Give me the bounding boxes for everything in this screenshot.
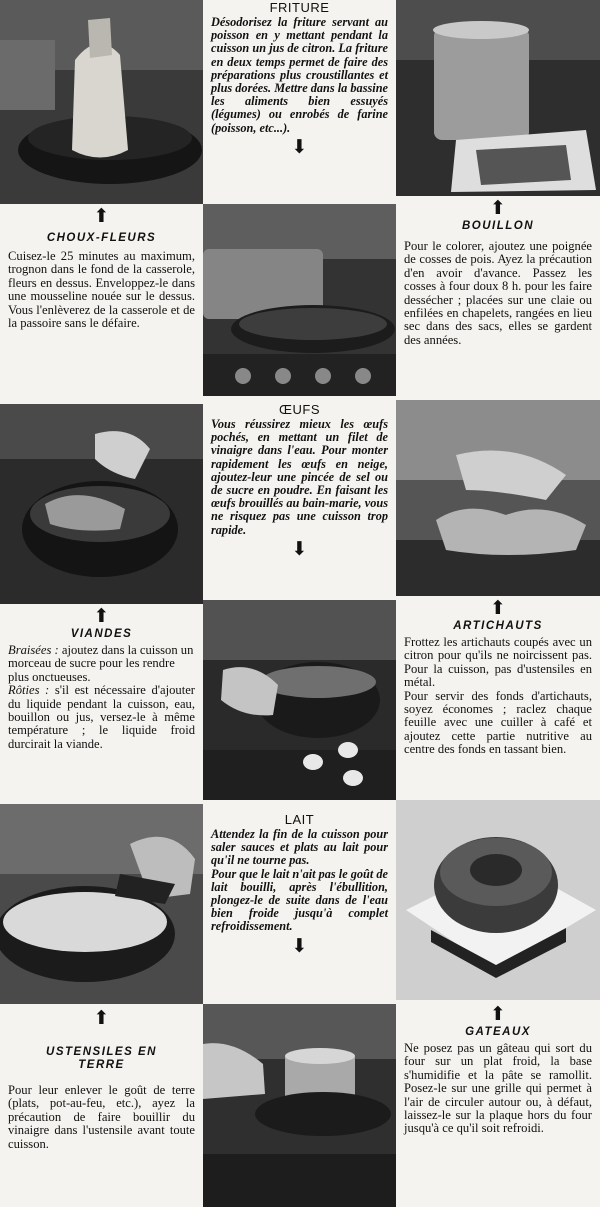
lait-section bbox=[203, 800, 396, 1004]
photo-milk-pot-and-eggs bbox=[203, 600, 396, 800]
oeufs-title: ŒUFS bbox=[279, 402, 320, 417]
lait-text-2: Pour que le lait n'ait pas le goût de lait bouilli, après l'ébullition, plongez-le de suite dans de l'eau bien froide jusqu'à complet refroidissement. bbox=[211, 866, 388, 934]
viandes-title: VIANDES bbox=[70, 628, 133, 640]
photo-cauliflower-pot bbox=[0, 0, 203, 204]
ustensiles-section bbox=[0, 1004, 203, 1207]
arrow-up-icon: ⬆ bbox=[93, 205, 110, 227]
bouillon-section bbox=[396, 196, 600, 400]
arrow-down-icon: ⬇ bbox=[291, 934, 308, 957]
arrow-down-icon: ⬇ bbox=[291, 537, 308, 560]
roties-text: s'il est nécessaire d'ajouter du liquide pendant la cuisson, eau, bouillon ou jus, versez-le à même température ; le liquide froid durcirait la viande. bbox=[8, 683, 195, 751]
artichauts-section bbox=[396, 596, 600, 800]
photo-meat-casserole bbox=[0, 404, 203, 604]
artichauts-text-2: Pour servir des fonds d'artichauts, soyez économes ; raclez chaque feuille avec une cuiller à café et ajoutez cette partie nutritive au centre des fonds en tassant bien. bbox=[404, 688, 592, 757]
photo-saucepan-stove bbox=[203, 1004, 396, 1207]
artichauts-text-1: Frottez les artichauts coupés avec un citron pour qu'ils ne noircissent pas. Pour la cuisson, pas d'ustensiles en métal. bbox=[404, 635, 592, 690]
choux-fleurs-section bbox=[0, 204, 203, 404]
ustensiles-title: USTENSILES EN TERRE bbox=[46, 1046, 157, 1071]
arrow-up-icon: ⬆ bbox=[490, 1003, 506, 1025]
arrow-up-icon: ⬆ bbox=[93, 1007, 110, 1029]
friture-title: FRITURE bbox=[269, 0, 330, 15]
bouillon-title: BOUILLON bbox=[461, 220, 535, 232]
lait-text-1: Attendez la fin de la cuisson pour saler sauces et plats au lait pour qu'il ne tourne pas. bbox=[211, 827, 388, 868]
viandes-braisees bbox=[8, 644, 195, 684]
oeufs-text: Vous réussirez mieux les œufs pochés, en mettant un filet de vinaigre dans l'eau. Pour monter rapidement les œufs en neige, ajoutez-leur une pincée de sel ou de sucre en poudre. En faisant les œufs brouillés au bain-marie, vous ne risquez pas une cuisson trop rapide. bbox=[211, 417, 388, 537]
ustensiles-text: Pour leur enlever le goût de terre (plats, pot-au-feu, etc.), ayez la précaution de faire bouillir du vinaigre dans l'ustensile avant toute cuisson. bbox=[8, 1083, 195, 1151]
arrow-up-icon: ⬆ bbox=[490, 597, 506, 619]
lait-title: LAIT bbox=[284, 812, 315, 827]
friture-text: Désodorisez la friture servant au poisson en y mettant pendant la cuisson un jus de citron. La friture en deux temps permet de faire des préparations plus croustillantes et plus dorées. Mettre dans la bassine les aliments bien essuyés (légumes) ou enrobés de farine (poisson, etc...). bbox=[211, 15, 388, 135]
choux-fleurs-title: CHOUX-FLEURS bbox=[46, 232, 157, 244]
photo-frying-pan bbox=[203, 204, 396, 396]
gateaux-text: Ne posez pas un gâteau qui sort du four sur un plat froid, la base s'humidifie et la pâte se ramollit. Posez-le sur une grille qui permet à l'air de circuler autour ou, à défaut, laissez-le sur la plaque hors du four jusqu'à ce qu'il soit refroidi. bbox=[404, 1041, 592, 1136]
artichauts-title: ARTICHAUTS bbox=[453, 620, 543, 632]
photo-cake-on-grill bbox=[396, 800, 600, 1000]
arrow-down-icon: ⬇ bbox=[291, 135, 308, 158]
photo-earthenware-dish bbox=[0, 804, 203, 1004]
viandes-roties bbox=[8, 684, 195, 751]
photo-artichokes bbox=[396, 400, 600, 596]
braisees-text: ajoutez dans la cuisson un morceau de sucre pour les rendre plus onctueuses. bbox=[8, 643, 194, 684]
arrow-up-icon: ⬆ bbox=[93, 605, 110, 627]
viandes-section bbox=[0, 604, 203, 804]
friture-section bbox=[203, 0, 396, 204]
choux-fleurs-text: Cuisez-le 25 minutes au maximum, trognon dans le fond de la casserole, fleurs en dessus. Enveloppez-le dans une mousseline nouée sur le dessus. Vous l'enlèverez de la casserole et de la passoire sans le défaire. bbox=[8, 249, 195, 331]
braisees-label: Braisées : bbox=[8, 643, 59, 657]
oeufs-section bbox=[203, 396, 396, 600]
roties-label: Rôties : bbox=[8, 683, 50, 698]
photo-bouillon-pot bbox=[396, 0, 600, 196]
gateaux-title: GATEAUX bbox=[465, 1026, 531, 1038]
bouillon-text: Pour le colorer, ajoutez une poignée de cosses de pois. Ayez la précaution d'en avoir d'avance. Passez les cosses à four doux 8 h. pour les faire dessécher ; placées sur une claie ou enfilées en chapelets, rangées en lieu sec dans des sacs, elles se gardent des années. bbox=[404, 239, 592, 347]
gateaux-section bbox=[396, 1000, 600, 1207]
arrow-up-icon: ⬆ bbox=[490, 197, 506, 219]
